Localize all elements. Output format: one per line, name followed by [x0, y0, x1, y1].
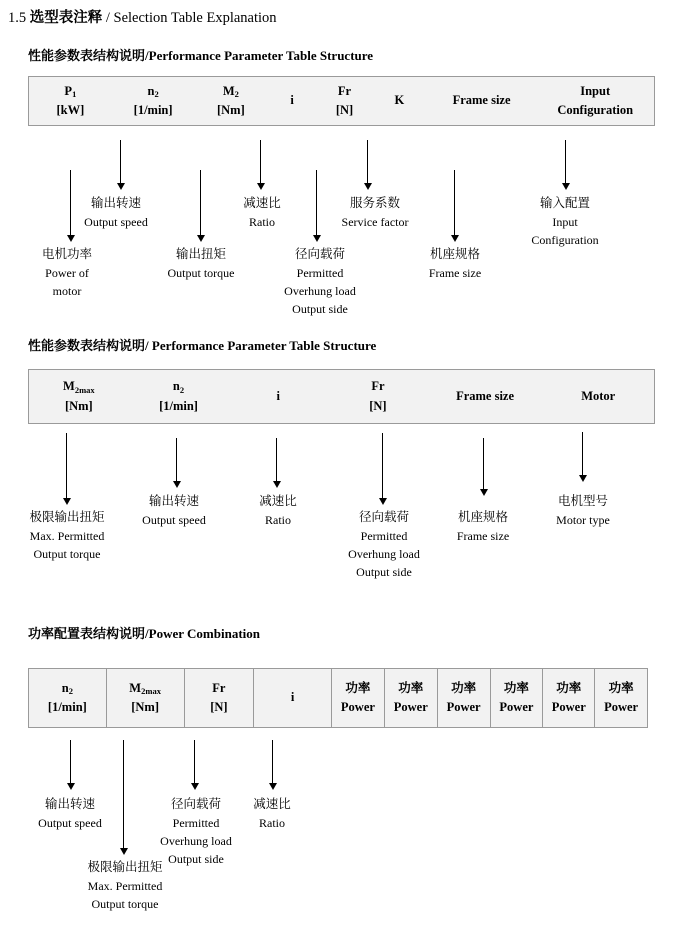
table-cell-n2 — [129, 370, 229, 423]
section-3-heading-sep: / — [145, 626, 149, 641]
arrow-frame-size — [450, 170, 459, 242]
col-unit: [1/min] — [159, 398, 198, 413]
caption-en-line: Frame size — [456, 529, 510, 543]
col-subscript: 1 — [72, 89, 77, 100]
table-cell-i — [228, 370, 328, 423]
col-label: 功率 — [608, 680, 634, 695]
table-cell-i — [267, 77, 317, 125]
caption-en-line: Output speed — [84, 215, 148, 229]
arrow-output-speed — [66, 740, 75, 790]
caption-motor-type — [538, 492, 628, 529]
caption-cn: 减速比 — [243, 196, 281, 210]
col-unit: Power — [393, 700, 428, 714]
col-unit: [1/min] — [47, 700, 87, 714]
table-cell-power-6 — [595, 669, 647, 727]
col-unit: [1/min] — [133, 103, 173, 117]
col-label: n — [172, 379, 180, 394]
caption-en-line: Ratio — [259, 816, 285, 830]
title-number: 1.5 — [8, 10, 27, 26]
caption-cn: 服务系数 — [349, 196, 400, 210]
caption-en-line: Input — [552, 215, 578, 229]
col-unit: [Nm] — [131, 700, 159, 714]
caption-overhung-load — [326, 508, 442, 582]
section-3-heading-en: Power Combination — [148, 626, 260, 641]
caption-en-line: Output side — [168, 852, 224, 867]
caption-output-speed — [70, 194, 162, 231]
col-unit: [N] — [335, 103, 354, 117]
arrow-max-permitted-output-torque — [62, 433, 71, 505]
col-unit: [Nm] — [216, 103, 245, 117]
caption-cn: 径向载荷 — [294, 247, 345, 261]
section-2-heading — [28, 335, 376, 354]
table-cell-m2 — [194, 77, 267, 125]
table-cell-fr — [328, 370, 428, 423]
caption-cn: 输出转速 — [148, 494, 199, 508]
caption-cn: 电机型号 — [557, 494, 608, 508]
title-english: Selection Table Explanation — [113, 10, 277, 26]
table-cell-k — [372, 77, 427, 125]
section-2-heading-cn: 性能参数表结构说明 — [28, 338, 146, 353]
arrow-frame-size — [479, 438, 488, 496]
col-label: 功率 — [345, 680, 371, 695]
caption-cn: 输出转速 — [44, 797, 95, 811]
col-unit: [kW] — [56, 103, 85, 117]
section-2-heading-en: Performance Parameter Table Structure — [151, 338, 377, 353]
col-label: n — [147, 83, 155, 98]
col-label: Fr — [337, 83, 352, 98]
caption-en-line: Max. Permitted — [29, 529, 105, 543]
caption-en-line: Max. Permitted — [87, 879, 163, 893]
table-cell-frame-size — [427, 77, 537, 125]
table-cell-power-5 — [543, 669, 595, 727]
col-label: Fr — [371, 379, 385, 394]
caption-en-line: Output torque — [167, 266, 235, 280]
col-subscript: 2max — [141, 686, 161, 697]
col-label: 功率 — [451, 680, 477, 695]
caption-input-configuration — [520, 194, 610, 249]
col-label: n — [61, 680, 69, 695]
caption-cn: 极限输出扭矩 — [29, 510, 105, 524]
caption-cn: 极限输出扭矩 — [87, 860, 163, 874]
table-cell-power-1 — [332, 669, 385, 727]
arrow-overhung-load — [378, 433, 387, 505]
caption-ratio — [238, 492, 318, 529]
caption-cn: 机座规格 — [457, 510, 508, 524]
caption-en-line: Output torque — [33, 547, 101, 562]
col-label: M — [129, 680, 142, 695]
table-cell-power-3 — [438, 669, 491, 727]
arrow-motor-type — [578, 432, 587, 482]
caption-cn: 径向载荷 — [358, 510, 409, 524]
table-cell-power-4 — [491, 669, 544, 727]
caption-en-line: Output side — [356, 565, 412, 580]
arrow-ratio — [256, 140, 265, 190]
table-cell-i — [254, 669, 332, 727]
arrow-max-permitted-output-torque — [119, 740, 128, 855]
caption-frame-size — [410, 245, 500, 282]
caption-en-line: Service factor — [341, 215, 409, 229]
col-label: Frame size — [452, 93, 511, 108]
col-subscript: 2max — [74, 384, 95, 395]
caption-cn: 减速比 — [259, 494, 297, 508]
caption-en-line: Ratio — [249, 215, 275, 229]
caption-en-line: Output side — [292, 302, 348, 317]
section-1-table — [28, 76, 655, 126]
col-subscript: 2 — [234, 89, 239, 100]
caption-en-line: Output torque — [91, 897, 159, 912]
caption-service-factor — [318, 194, 432, 231]
arrow-input-configuration — [561, 140, 570, 190]
caption-cn: 减速比 — [253, 797, 291, 811]
table-cell-fr — [317, 77, 372, 125]
section-3-heading — [28, 623, 260, 642]
caption-en-line: Permitted — [296, 266, 344, 280]
caption-output-speed — [24, 795, 116, 832]
section-1-heading-cn: 性能参数表结构说明 — [28, 48, 146, 63]
col-label: i — [290, 690, 295, 705]
col-label: i — [276, 388, 280, 403]
arrow-output-speed — [172, 438, 181, 488]
section-2-table — [28, 369, 655, 424]
caption-en-line: Frame size — [428, 266, 482, 280]
table-cell-frame-size — [428, 370, 543, 423]
col-subscript: 2 — [154, 89, 159, 100]
section-3-heading-cn: 功率配置表结构说明 — [28, 626, 146, 641]
caption-ratio — [232, 795, 312, 832]
col-label: K — [394, 93, 405, 108]
table-cell-p1 — [29, 77, 112, 125]
table-cell-power-2 — [385, 669, 438, 727]
col-subscript: 2 — [179, 384, 185, 395]
caption-cn: 电机功率 — [41, 247, 92, 261]
col-unit: Power — [446, 700, 481, 714]
arrow-overhung-load — [190, 740, 199, 790]
section-1-heading-en: Performance Parameter Table Structure — [148, 48, 374, 63]
arrow-output-speed — [116, 140, 125, 190]
caption-max-permitted-output-torque — [12, 508, 122, 563]
caption-output-torque — [155, 245, 247, 282]
col-label: Fr — [212, 680, 226, 695]
table-cell-n2 — [29, 669, 107, 727]
caption-en-line: Output speed — [38, 816, 102, 830]
arrow-output-torque — [196, 170, 205, 242]
caption-en-line: Output speed — [142, 513, 206, 527]
col-subscript: 2 — [68, 686, 73, 697]
caption-ratio — [222, 194, 302, 231]
caption-output-speed — [128, 492, 220, 529]
col-unit: Power — [551, 700, 586, 714]
col-label: P — [64, 83, 73, 98]
caption-en-line: Power of — [45, 266, 89, 280]
caption-en-line: Overhung load — [348, 547, 420, 562]
caption-en-line: Motor type — [556, 513, 610, 527]
caption-en-line: Overhung load — [160, 834, 232, 849]
caption-cn: 输出扭矩 — [175, 247, 226, 261]
col-label: M — [63, 379, 75, 394]
table-cell-m2max — [29, 370, 129, 423]
title-chinese: 选型表注释 — [29, 10, 103, 26]
arrow-ratio — [268, 740, 277, 790]
col-label: 功率 — [503, 680, 529, 695]
col-label: 功率 — [398, 680, 424, 695]
col-label: M — [222, 83, 235, 98]
caption-cn: 输入配置 — [539, 196, 590, 210]
col-label: 功率 — [556, 680, 582, 695]
col-label: Input — [580, 83, 611, 98]
caption-en-line: Permitted — [360, 529, 408, 543]
col-unit: Power — [340, 700, 375, 714]
page-title — [8, 6, 277, 27]
caption-power-of-motor — [22, 245, 112, 300]
caption-en-line: Permitted — [172, 816, 220, 830]
table-cell-m2max — [107, 669, 185, 727]
caption-frame-size — [438, 508, 528, 545]
col-unit: [N] — [210, 700, 228, 714]
col-label: Motor — [581, 388, 616, 403]
col-label: i — [290, 93, 294, 108]
col-unit: Power — [499, 700, 534, 714]
col-unit: Power — [604, 700, 639, 714]
table-cell-n2 — [112, 77, 195, 125]
caption-en-line: motor — [52, 284, 82, 299]
caption-overhung-load — [262, 245, 378, 319]
caption-cn: 径向载荷 — [170, 797, 221, 811]
section-3-table — [28, 668, 648, 728]
arrow-ratio — [272, 438, 281, 488]
caption-en-line: Ratio — [265, 513, 291, 527]
col-label: Frame size — [456, 388, 515, 403]
caption-cn: 机座规格 — [429, 247, 480, 261]
table-cell-fr — [185, 669, 255, 727]
table-cell-input-configuration — [536, 77, 654, 125]
section-1-heading — [28, 45, 373, 64]
col-unit: Configuration — [557, 103, 634, 117]
title-separator: / — [105, 10, 110, 26]
section-2-heading-sep: / — [145, 338, 149, 353]
col-unit: [N] — [369, 398, 387, 413]
section-1-heading-sep: / — [145, 48, 149, 63]
arrow-service-factor — [363, 140, 372, 190]
col-unit: [Nm] — [64, 398, 93, 413]
caption-cn: 输出转速 — [90, 196, 141, 210]
caption-en-line: Overhung load — [284, 284, 356, 299]
table-cell-motor — [542, 370, 654, 423]
caption-en-line: Configuration — [531, 233, 599, 248]
